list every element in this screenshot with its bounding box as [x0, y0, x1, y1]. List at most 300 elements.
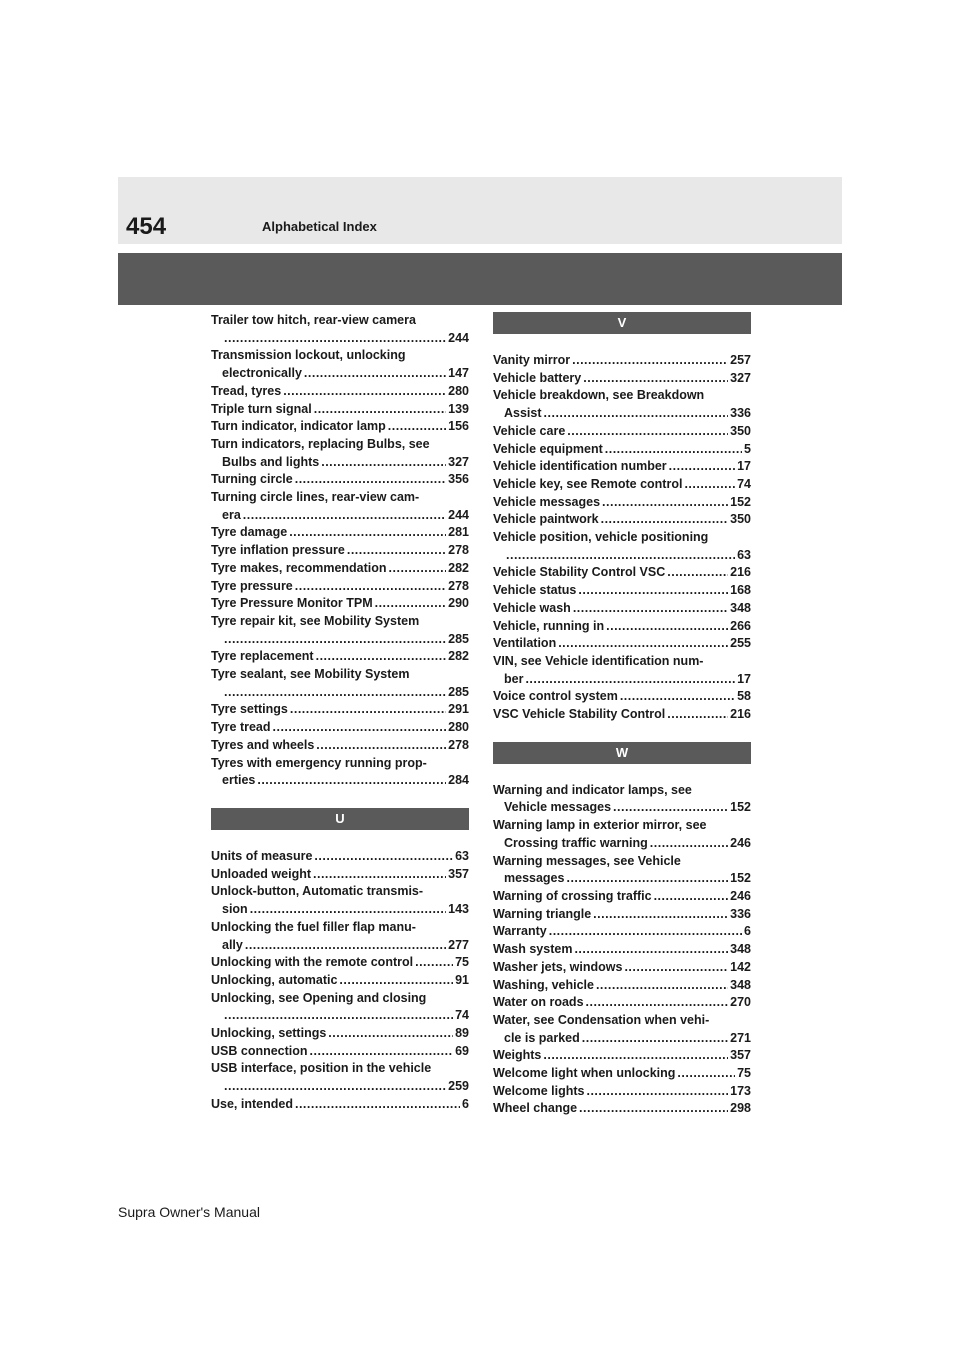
- page-reference: 348: [730, 942, 751, 957]
- dot-leader: [243, 507, 446, 525]
- page-reference: 216: [730, 707, 751, 722]
- entry-row: [211, 418, 469, 436]
- entry-row: [493, 618, 751, 636]
- dot-leader: [567, 423, 728, 441]
- page-reference: 291: [448, 702, 469, 717]
- dot-leader: [544, 405, 729, 423]
- dot-leader: [316, 737, 446, 755]
- entry-row: [211, 684, 469, 702]
- dot-leader: [273, 719, 447, 737]
- entry-text: Triple turn signal: [211, 401, 312, 416]
- entry-text: Vehicle paintwork: [493, 512, 599, 527]
- dot-leader: [375, 595, 447, 613]
- dot-leader: [684, 476, 735, 494]
- entry-row: [493, 1030, 751, 1048]
- entry-row: [493, 547, 751, 565]
- dot-leader: [224, 330, 446, 348]
- dot-leader: [388, 418, 446, 436]
- index-entry: [211, 1060, 469, 1095]
- page-reference: 282: [448, 560, 469, 575]
- index-entry: [211, 595, 469, 613]
- entry-text: Tyre replacement: [211, 649, 314, 664]
- entry-text: Water on roads: [493, 995, 584, 1010]
- dot-leader: [328, 1025, 453, 1043]
- page-reference: 246: [730, 835, 751, 850]
- dot-leader: [415, 954, 453, 972]
- entry-text: sion: [222, 902, 248, 917]
- index-entry: [493, 782, 751, 817]
- entry-text: Vanity mirror: [493, 353, 571, 367]
- dot-leader: [224, 684, 446, 702]
- entry-text: Tyre settings: [211, 702, 288, 717]
- entry-row: [211, 648, 469, 666]
- entry-row: [211, 1007, 469, 1025]
- page-reference: 257: [730, 353, 751, 367]
- index-entry: [211, 919, 469, 954]
- entry-row: [493, 635, 751, 653]
- entry-text: USB connection: [211, 1043, 308, 1058]
- dot-leader: [321, 454, 446, 472]
- index-entry: [493, 387, 751, 422]
- index-entry: [211, 312, 469, 347]
- entry-row: [493, 941, 751, 959]
- dot-leader: [572, 352, 728, 370]
- page-reference: 280: [448, 720, 469, 735]
- entry-row: [211, 631, 469, 649]
- page-reference: 327: [448, 454, 469, 469]
- page-reference: 285: [448, 684, 469, 699]
- entry-row: [493, 582, 751, 600]
- index-entry: [211, 866, 469, 884]
- dot-leader: [586, 1083, 728, 1101]
- entry-row: [493, 994, 751, 1012]
- index-entry: [493, 370, 751, 388]
- index-entry: [211, 648, 469, 666]
- entry-text: Ventilation: [493, 636, 557, 651]
- index-entry: [493, 582, 751, 600]
- page-reference: 266: [730, 618, 751, 633]
- index-entry: [211, 524, 469, 542]
- entry-text: Turning circle: [211, 472, 293, 487]
- index-entry: [493, 476, 751, 494]
- entry-row: [493, 906, 751, 924]
- entry-text: electronically: [222, 366, 302, 381]
- index-entry: [211, 1043, 469, 1061]
- index-entry: [211, 719, 469, 737]
- index-entry: [493, 564, 751, 582]
- dot-leader: [566, 870, 728, 888]
- entry-row: [211, 701, 469, 719]
- entry-row: [493, 1100, 751, 1118]
- page-reference: 271: [730, 1030, 751, 1045]
- entry-text: Use, intended: [211, 1096, 293, 1111]
- index-entry: [493, 1065, 751, 1083]
- page-reference: 290: [448, 596, 469, 611]
- index-entry: [493, 817, 751, 852]
- page-reference: 246: [730, 888, 751, 903]
- entry-text: Vehicle identification number: [493, 459, 667, 474]
- entry-row: [493, 870, 751, 888]
- entry-text-line: Turn indicators, replacing Bulbs, see: [211, 436, 430, 451]
- index-entry: [493, 994, 751, 1012]
- entry-text: Washer jets, windows: [493, 959, 623, 974]
- entry-text: messages: [504, 871, 565, 886]
- dot-leader: [283, 383, 446, 401]
- entry-text: Vehicle messages: [493, 494, 601, 509]
- dot-leader: [582, 1030, 728, 1048]
- entry-text: Bulbs and lights: [222, 454, 320, 469]
- page-reference: 91: [455, 972, 469, 987]
- entry-text-line: Tyres with emergency running prop-: [211, 755, 427, 770]
- entry-row: [211, 542, 469, 560]
- dot-leader: [347, 542, 446, 560]
- entry-row: [211, 578, 469, 596]
- page-reference: 278: [448, 737, 469, 752]
- page-reference: 152: [730, 871, 751, 886]
- entry-row: [211, 1043, 469, 1061]
- page-reference: 327: [730, 370, 751, 385]
- index-entry: [493, 653, 751, 688]
- entry-text: Vehicle key, see Remote control: [493, 476, 683, 491]
- page-reference: 216: [730, 565, 751, 580]
- dot-leader: [677, 1065, 735, 1083]
- page-reference: 147: [448, 366, 469, 381]
- page-reference: 259: [448, 1079, 469, 1094]
- page-reference: 156: [448, 419, 469, 434]
- index-entry: [493, 853, 751, 888]
- entry-row: [211, 595, 469, 613]
- entry-row: [211, 737, 469, 755]
- entry-text: Warranty: [493, 924, 547, 939]
- entry-row: [211, 560, 469, 578]
- page-reference: 75: [737, 1066, 751, 1081]
- dot-leader: [290, 701, 446, 719]
- dot-leader: [549, 923, 742, 941]
- index-entry: [211, 883, 469, 918]
- entry-text: Unlocking, automatic: [211, 972, 338, 987]
- index-entry: [493, 529, 751, 564]
- page-reference: 74: [455, 1008, 469, 1023]
- dot-leader: [224, 1078, 446, 1096]
- dot-leader: [313, 866, 446, 884]
- entry-row: [493, 923, 751, 941]
- dot-leader: [295, 578, 446, 596]
- entry-text-line: Unlock-button, Automatic transmis-: [211, 884, 424, 899]
- entry-text: Tyre Pressure Monitor TPM: [211, 596, 373, 611]
- entry-row: [211, 401, 469, 419]
- entry-row: [211, 454, 469, 472]
- entry-text: Tyre damage: [211, 525, 288, 540]
- section-title: Alphabetical Index: [262, 219, 377, 234]
- entry-row: [211, 524, 469, 542]
- entry-text: Vehicle Stability Control VSC: [493, 565, 666, 580]
- entry-row: [211, 937, 469, 955]
- page-reference: 244: [448, 507, 469, 522]
- page-reference: 350: [730, 512, 751, 527]
- dot-leader: [257, 772, 446, 790]
- entry-text: Assist: [504, 406, 542, 421]
- index-entry: [493, 352, 751, 370]
- page-reference: 285: [448, 631, 469, 646]
- page-reference: 168: [730, 583, 751, 598]
- entry-text: Washing, vehicle: [493, 977, 594, 992]
- entry-text: Tread, tyres: [211, 383, 282, 398]
- page-reference: 357: [730, 1048, 751, 1063]
- entry-row: [493, 959, 751, 977]
- index-entry: [211, 471, 469, 489]
- dot-leader: [224, 631, 446, 649]
- dot-leader: [650, 835, 728, 853]
- index-entry: [493, 959, 751, 977]
- index-entry: [211, 1096, 469, 1114]
- page-reference: 152: [730, 800, 751, 815]
- dot-leader: [596, 977, 728, 995]
- page-reference: 6: [744, 924, 751, 939]
- dot-leader: [586, 994, 729, 1012]
- page-reference: 63: [737, 547, 751, 562]
- page-reference: 356: [448, 472, 469, 487]
- index-entry: [211, 755, 469, 790]
- entry-row: [493, 1065, 751, 1083]
- entry-row: [493, 511, 751, 529]
- entry-text: Tyre pressure: [211, 578, 293, 593]
- entry-text-line: Vehicle breakdown, see Breakdown: [493, 388, 705, 403]
- entry-text: Tyres and wheels: [211, 737, 315, 752]
- dot-leader: [314, 401, 446, 419]
- index-column-right: [493, 312, 751, 1118]
- entry-text-line: Transmission lockout, unlocking: [211, 348, 406, 363]
- dot-leader: [602, 494, 728, 512]
- entry-text: era: [222, 507, 241, 522]
- entry-text: Vehicle care: [493, 423, 566, 438]
- entry-row: [211, 772, 469, 790]
- entry-row: [493, 671, 751, 689]
- entry-row: [211, 365, 469, 383]
- index-entry: [211, 954, 469, 972]
- entry-text-line: Vehicle position, vehicle positioning: [493, 530, 709, 545]
- page-reference: 6: [462, 1096, 469, 1111]
- entry-row: [493, 600, 751, 618]
- entry-text-line: Unlocking, see Opening and closing: [211, 990, 427, 1005]
- entry-row: [211, 383, 469, 401]
- page-reference: 278: [448, 578, 469, 593]
- index-entry: [493, 688, 751, 706]
- entry-row: [211, 866, 469, 884]
- index-entry: [211, 990, 469, 1025]
- entry-row: [211, 507, 469, 525]
- dot-leader: [578, 582, 728, 600]
- entry-text-line: USB interface, position in the vehicle: [211, 1061, 432, 1076]
- entry-text: Unloaded weight: [211, 866, 311, 881]
- header-dark-band: [118, 253, 842, 305]
- footer-manual-title: Supra Owner's Manual: [118, 1204, 260, 1220]
- entry-row: [493, 706, 751, 724]
- dot-leader: [654, 888, 729, 906]
- page-reference: 142: [730, 959, 751, 974]
- index-entry: [211, 613, 469, 648]
- dot-leader: [574, 941, 728, 959]
- entry-text: Vehicle wash: [493, 600, 571, 615]
- dot-leader: [304, 365, 446, 383]
- index-entry: [211, 1025, 469, 1043]
- page-reference: 74: [737, 476, 751, 491]
- index-entry: [493, 635, 751, 653]
- entry-row: [493, 458, 751, 476]
- dot-leader: [593, 906, 728, 924]
- index-entry: [493, 423, 751, 441]
- page-reference: 152: [730, 494, 751, 509]
- index-entry: [493, 441, 751, 459]
- entry-text: Tyre makes, recommendation: [211, 560, 387, 575]
- dot-leader: [667, 564, 728, 582]
- dot-leader: [667, 706, 728, 724]
- index-entry: [493, 1083, 751, 1101]
- page-reference: 348: [730, 977, 751, 992]
- page-reference: 350: [730, 423, 751, 438]
- dot-leader: [601, 511, 729, 529]
- dot-leader: [389, 560, 447, 578]
- index-entry: [211, 666, 469, 701]
- index-entry: [211, 436, 469, 471]
- index-entry: [211, 401, 469, 419]
- index-entry: [211, 418, 469, 436]
- index-entry: [211, 560, 469, 578]
- entry-text: Voice control system: [493, 689, 618, 704]
- page-reference: 17: [737, 459, 751, 474]
- dot-leader: [613, 799, 728, 817]
- entry-text: Tyre inflation pressure: [211, 543, 345, 558]
- entry-text-line: Water, see Condensation when vehi-: [493, 1012, 710, 1027]
- letter-section-header: U: [211, 808, 469, 830]
- index-entry: [493, 906, 751, 924]
- entry-row: [493, 494, 751, 512]
- entry-row: [493, 835, 751, 853]
- page-reference: 244: [448, 330, 469, 345]
- entry-row: [493, 688, 751, 706]
- entry-text: cle is parked: [504, 1030, 580, 1045]
- index-entry: [493, 1047, 751, 1065]
- entry-text: Crossing traffic warning: [504, 835, 648, 850]
- dot-leader: [525, 671, 735, 689]
- entry-text: Vehicle equipment: [493, 441, 603, 456]
- entry-row: [493, 1083, 751, 1101]
- entry-row: [493, 441, 751, 459]
- index-entry: [493, 923, 751, 941]
- entry-text-line: VIN, see Vehicle identification num-: [493, 653, 704, 668]
- entry-row: [493, 423, 751, 441]
- entry-text-line: Unlocking the fuel filler flap manu-: [211, 919, 416, 934]
- entry-text: Welcome lights: [493, 1083, 585, 1098]
- page-reference: 282: [448, 649, 469, 664]
- entry-text: ally: [222, 937, 243, 952]
- index-entry: [211, 972, 469, 990]
- entry-text: erties: [222, 773, 256, 788]
- entry-row: [493, 888, 751, 906]
- page-reference: 348: [730, 600, 751, 615]
- entry-row: [211, 1078, 469, 1096]
- dot-leader: [583, 370, 728, 388]
- index-entry: [493, 618, 751, 636]
- entry-row: [211, 1096, 469, 1114]
- header-band: [118, 177, 842, 244]
- entry-text: Turn indicator, indicator lamp: [211, 419, 386, 434]
- entry-text: ber: [504, 671, 524, 686]
- index-entry: [211, 701, 469, 719]
- index-column-left: [211, 312, 469, 1114]
- entry-text-line: Turning circle lines, rear-view cam-: [211, 490, 420, 505]
- index-entry: [211, 848, 469, 866]
- page-reference: 63: [455, 848, 469, 863]
- page-reference: 336: [730, 906, 751, 921]
- entry-text: Welcome light when unlocking: [493, 1066, 676, 1081]
- dot-leader: [289, 524, 446, 542]
- index-entry: [211, 578, 469, 596]
- dot-leader: [624, 959, 728, 977]
- entry-row: [211, 901, 469, 919]
- entry-row: [211, 471, 469, 489]
- page-reference: 284: [448, 773, 469, 788]
- index-entry: [493, 706, 751, 724]
- entry-row: [211, 330, 469, 348]
- dot-leader: [310, 1043, 454, 1061]
- entry-row: [493, 405, 751, 423]
- page-reference: 17: [737, 671, 751, 686]
- dot-leader: [506, 547, 735, 565]
- page-reference: 277: [448, 937, 469, 952]
- index-entry: [493, 1100, 751, 1118]
- index-entry: [211, 489, 469, 524]
- entry-text: Unlocking, settings: [211, 1026, 327, 1041]
- dot-leader: [605, 441, 742, 459]
- page-reference: 270: [730, 995, 751, 1010]
- entry-text-line: Warning and indicator lamps, see: [493, 782, 692, 797]
- index-entry: [211, 737, 469, 755]
- index-entry: [493, 941, 751, 959]
- entry-text: Warning of crossing traffic: [493, 888, 652, 903]
- page-reference: 255: [730, 636, 751, 651]
- entry-row: [493, 564, 751, 582]
- entry-text: Vehicle messages: [504, 800, 612, 815]
- entry-row: [493, 977, 751, 995]
- dot-leader: [669, 458, 735, 476]
- index-entry: [211, 383, 469, 401]
- entry-text-line: Warning lamp in exterior mirror, see: [493, 818, 707, 833]
- dot-leader: [316, 648, 447, 666]
- entry-row: [211, 954, 469, 972]
- page-reference: 58: [737, 689, 751, 704]
- index-entry: [493, 1012, 751, 1047]
- dot-leader: [543, 1047, 728, 1065]
- page-reference: 336: [730, 406, 751, 421]
- dot-leader: [245, 937, 446, 955]
- entry-text-line: Tyre sealant, see Mobility System: [211, 667, 410, 682]
- page-reference: 280: [448, 383, 469, 398]
- dot-leader: [339, 972, 453, 990]
- dot-leader: [573, 600, 728, 618]
- dot-leader: [606, 618, 728, 636]
- entry-text-line: Tyre repair kit, see Mobility System: [211, 613, 420, 628]
- page-reference: 173: [730, 1083, 751, 1098]
- page-reference: 69: [455, 1043, 469, 1058]
- entry-row: [211, 719, 469, 737]
- page-reference: 139: [448, 401, 469, 416]
- entry-text: Tyre tread: [211, 720, 271, 735]
- letter-section-header: W: [493, 742, 751, 764]
- dot-leader: [250, 901, 446, 919]
- entry-text-line: Trailer tow hitch, rear-view camera: [211, 313, 416, 327]
- entry-text: Vehicle battery: [493, 370, 582, 385]
- page-reference: 281: [448, 525, 469, 540]
